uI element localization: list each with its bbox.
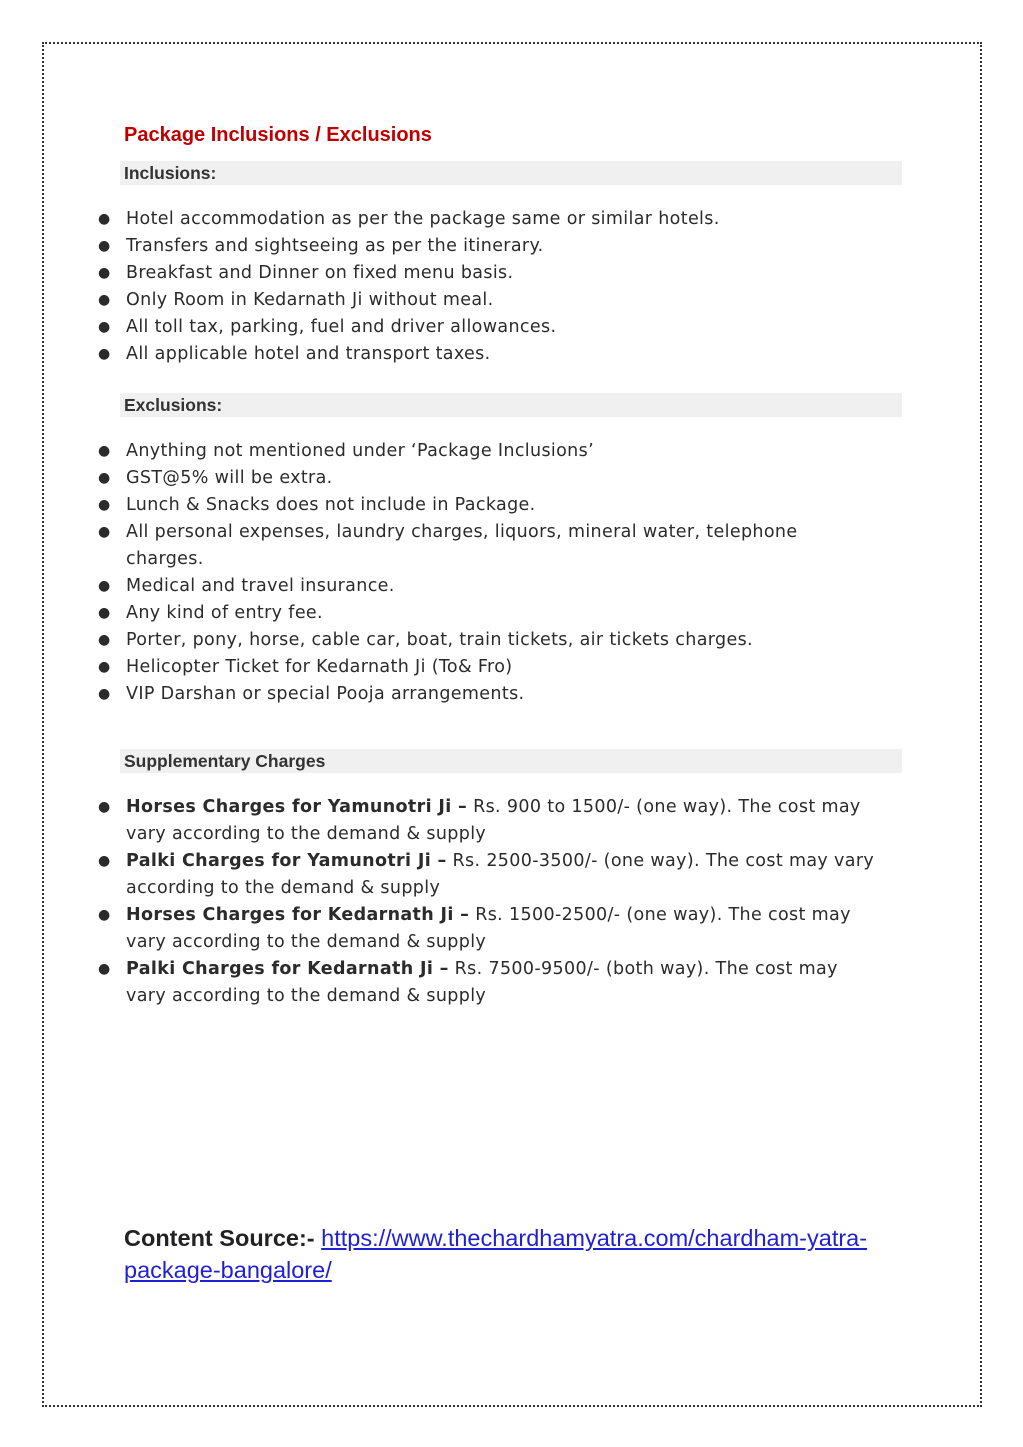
- list-item: ● GST@5% will be extra.: [90, 465, 902, 492]
- bullet-icon: ●: [98, 238, 111, 254]
- bullet-icon: ●: [98, 578, 111, 594]
- bullet-icon: ●: [98, 346, 111, 362]
- bullet-icon: ●: [98, 853, 111, 869]
- list-item: ● Helicopter Ticket for Kedarnath Ji (To& Fro): [90, 654, 902, 681]
- list-item: ● Palki Charges for Kedarnath Ji – Rs. 7500-9500/- (both way). The cost may vary according to the demand & supply: [90, 956, 902, 1010]
- list-item: ● All applicable hotel and transport taxes.: [90, 341, 902, 368]
- content-source-label: Content Source:-: [124, 1225, 315, 1251]
- inclusions-list: [90, 206, 902, 368]
- content-source-link[interactable]: https://www.thechardhamyatra.com/chardham-yatra-package-bangalore/: [124, 1225, 868, 1283]
- list-item: ● All toll tax, parking, fuel and driver allowances.: [90, 314, 902, 341]
- bullet-icon: ●: [98, 686, 111, 702]
- list-item: ● Transfers and sightseeing as per the itinerary.: [90, 233, 902, 260]
- content-source: [124, 1222, 924, 1286]
- list-item: ● All personal expenses, laundry charges, liquors, mineral water, telephone charges.: [90, 519, 902, 573]
- bullet-icon: ●: [98, 265, 111, 281]
- bullet-icon: ●: [98, 211, 111, 227]
- list-item: ● VIP Darshan or special Pooja arrangements.: [90, 681, 902, 708]
- list-item: ● Lunch & Snacks does not include in Package.: [90, 492, 902, 519]
- page-title: Package Inclusions / Exclusions: [124, 124, 432, 146]
- bullet-icon: ●: [98, 659, 111, 675]
- exclusions-heading: Exclusions:: [120, 393, 902, 417]
- inclusions-heading: Inclusions:: [120, 161, 902, 185]
- list-item: ● Horses Charges for Kedarnath Ji – Rs. 1500-2500/- (one way). The cost may vary according to the demand & supply: [90, 902, 902, 956]
- list-item: ● Medical and travel insurance.: [90, 573, 902, 600]
- bullet-icon: ●: [98, 292, 111, 308]
- bullet-icon: ●: [98, 470, 111, 486]
- bullet-icon: ●: [98, 799, 111, 815]
- list-item: ● Anything not mentioned under ‘Package Inclusions’: [90, 438, 902, 465]
- bullet-icon: ●: [98, 632, 111, 648]
- list-item: ● Only Room in Kedarnath Ji without meal.: [90, 287, 902, 314]
- bullet-icon: ●: [98, 605, 111, 621]
- list-item: ● Horses Charges for Yamunotri Ji – Rs. 900 to 1500/- (one way). The cost may vary according to the demand & supply: [90, 794, 902, 848]
- exclusions-list: [90, 438, 902, 708]
- bullet-icon: ●: [98, 907, 111, 923]
- list-item: ● Palki Charges for Yamunotri Ji – Rs. 2500-3500/- (one way). The cost may vary according to the demand & supply: [90, 848, 902, 902]
- supplementary-list: [90, 794, 902, 1010]
- list-item: ● Porter, pony, horse, cable car, boat, train tickets, air tickets charges.: [90, 627, 902, 654]
- supplementary-heading: Supplementary Charges: [120, 749, 902, 773]
- list-item: ● Breakfast and Dinner on fixed menu basis.: [90, 260, 902, 287]
- bullet-icon: ●: [98, 319, 111, 335]
- bullet-icon: ●: [98, 524, 111, 540]
- list-item: ● Any kind of entry fee.: [90, 600, 902, 627]
- bullet-icon: ●: [98, 961, 111, 977]
- bullet-icon: ●: [98, 497, 111, 513]
- list-item: ● Hotel accommodation as per the package same or similar hotels.: [90, 206, 902, 233]
- bullet-icon: ●: [98, 443, 111, 459]
